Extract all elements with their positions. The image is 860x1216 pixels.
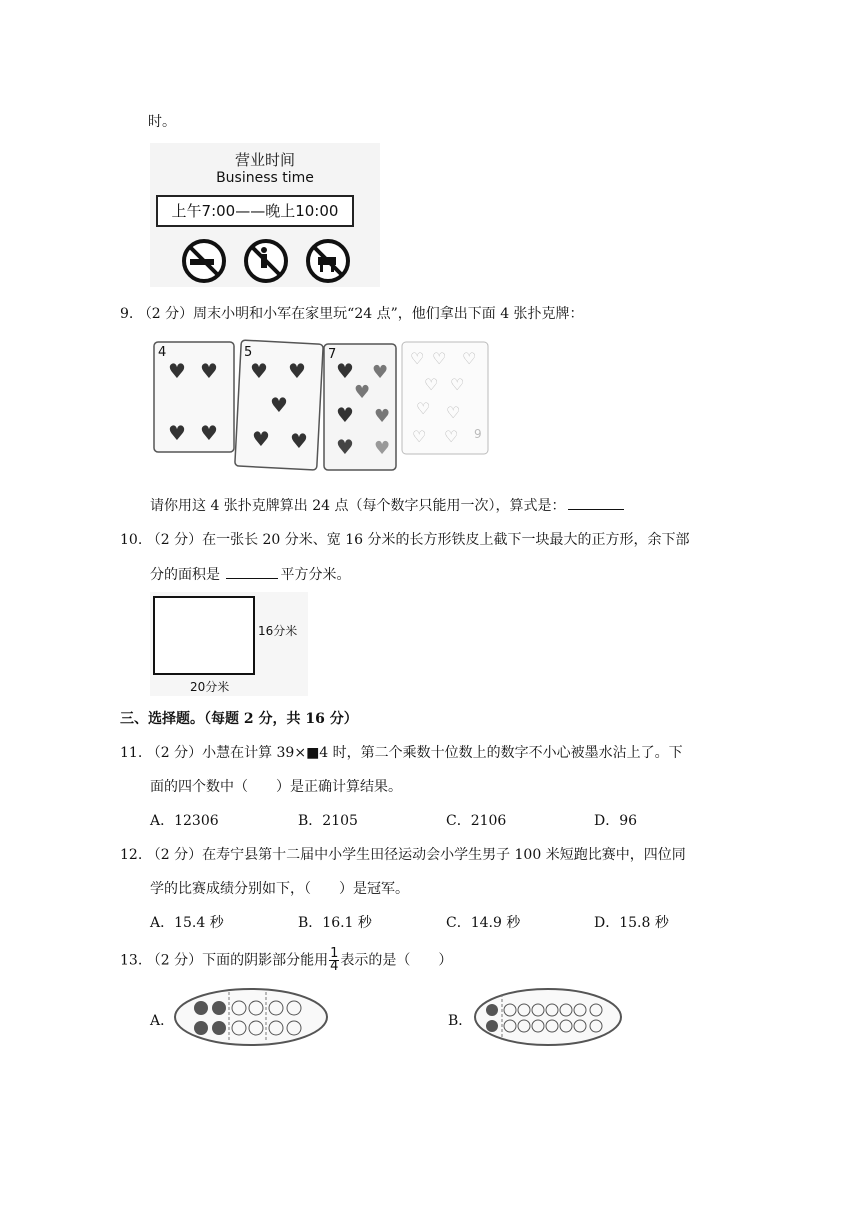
q9-answer-blank[interactable] [568,495,624,510]
card-5-rank: 5 [244,345,253,360]
svg-text:♥: ♥ [200,421,218,445]
q13-frac-den: 4 [330,959,339,974]
card-5 [235,340,323,470]
svg-text:♥: ♥ [372,362,389,383]
svg-text:♥: ♥ [290,429,308,453]
rectangle-figure [150,592,308,696]
q13-number: 13. [120,952,143,969]
q13-text [120,948,452,973]
svg-text:♡: ♡ [410,349,425,368]
q9-text [120,304,584,324]
svg-text:♡: ♡ [450,375,465,394]
svg-text:♥: ♥ [336,359,354,383]
svg-text:♥: ♥ [168,421,186,445]
svg-text:♡: ♡ [446,403,461,422]
section-3-title: 三、选择题。（每题 2 分，共 16 分） [120,711,358,727]
sign-title-cn: 营业时间 [234,151,295,169]
q10-number: 10. [120,532,143,548]
q13-frac-num: 1 [330,946,339,961]
q10-line2b: 平方分米。 [280,567,351,583]
svg-text:♡: ♡ [424,375,439,394]
no-smoking-icon [184,241,224,281]
svg-text:♥: ♥ [374,438,391,459]
q13-option-b-label[interactable]: B． [448,1013,473,1029]
svg-text:♥: ♥ [168,359,186,383]
q12-option-a[interactable]: A．15.4 秒 [150,915,224,931]
q9-body: （2 分）周末小明和小军在家里玩“24 点”，他们拿出下面 4 张扑克牌： [137,306,584,322]
q11-number: 11. [120,745,143,761]
q13-fraction [329,948,339,973]
q9-number: 9. [120,306,134,322]
q12-option-b[interactable]: B．16.1 秒 [298,915,372,931]
svg-text:♥: ♥ [250,359,268,383]
svg-text:♥: ♥ [270,393,288,417]
q11-option-a[interactable]: A．12306 [150,813,219,829]
q11-option-c[interactable]: C．2106 [446,813,507,829]
sign-title-en: Business time [216,170,314,186]
q13-after: 表示的是（ ） [340,952,453,969]
q10-line1: （2 分）在一张长 20 分米、宽 16 分米的长方形铁皮上截下一块最大的正方形，余下部 [146,532,690,548]
card-4-rank: 4 [158,345,167,360]
svg-text:♥: ♥ [288,359,306,383]
business-time-sign [150,143,380,287]
q11-option-b[interactable]: B．2105 [298,813,358,829]
q13-option-b-figure[interactable] [472,986,624,1048]
prev-question-tail: 时。 [148,114,176,130]
rectangle-length-label: 20分米 [190,680,230,694]
sign-icons [180,237,350,285]
svg-text:♡: ♡ [444,427,459,446]
q9-prompt: 请你用这 4 张扑克牌算出 24 点（每个数字只能用一次），算式是： [150,498,566,514]
q12-text-line1 [120,845,686,865]
svg-text:♥: ♥ [252,427,270,451]
q10-text-line2 [150,564,350,585]
svg-text:♡: ♡ [432,349,447,368]
q12-line1: （2 分）在寿宁县第十二届中小学生田径运动会小学生男子 100 米短跑比赛中，四位同 [146,847,686,863]
q12-number: 12. [120,847,143,863]
q10-line2a: 分的面积是 [150,567,220,583]
q13-option-a-figure[interactable] [172,986,330,1048]
rectangle-shape [153,596,255,675]
card-9-rank: 9 [474,427,482,441]
svg-text:♥: ♥ [374,406,391,427]
card-7 [324,344,396,470]
svg-text:♡: ♡ [462,349,477,368]
svg-text:♥: ♥ [336,403,354,427]
playing-cards [148,338,493,478]
card-9 [402,342,488,454]
q13-option-a-label[interactable]: A． [150,1013,175,1029]
svg-text:♥: ♥ [336,435,354,459]
q12-option-d[interactable]: D．15.8 秒 [594,915,669,931]
no-littering-icon [246,241,286,281]
q11-text-line1 [120,743,683,763]
no-pets-icon [308,241,348,281]
sign-hours: 上午7:00——晚上10:00 [156,195,354,227]
svg-text:♥: ♥ [200,359,218,383]
svg-text:♥: ♥ [354,382,371,403]
rectangle-width-label: 16分米 [258,624,298,638]
svg-text:♡: ♡ [416,399,431,418]
card-7-rank: 7 [328,347,337,362]
card-4 [154,342,234,452]
q10-answer-blank[interactable] [226,564,278,579]
q12-line2: 学的比赛成绩分别如下，（ ）是冠军。 [150,881,409,897]
q11-option-d[interactable]: D．96 [594,813,638,829]
q12-option-c[interactable]: C．14.9 秒 [446,915,521,931]
svg-text:♡: ♡ [412,427,427,446]
q10-text-line1 [120,530,690,550]
q13-before: （2 分）下面的阴影部分能用 [146,952,329,969]
q9-prompt-line [150,495,626,516]
q11-line2: 面的四个数中（ ）是正确计算结果。 [150,779,402,795]
q11-line1: （2 分）小慧在计算 39×■4 时，第二个乘数十位数上的数字不小心被墨水沾上了。下 [146,745,683,761]
